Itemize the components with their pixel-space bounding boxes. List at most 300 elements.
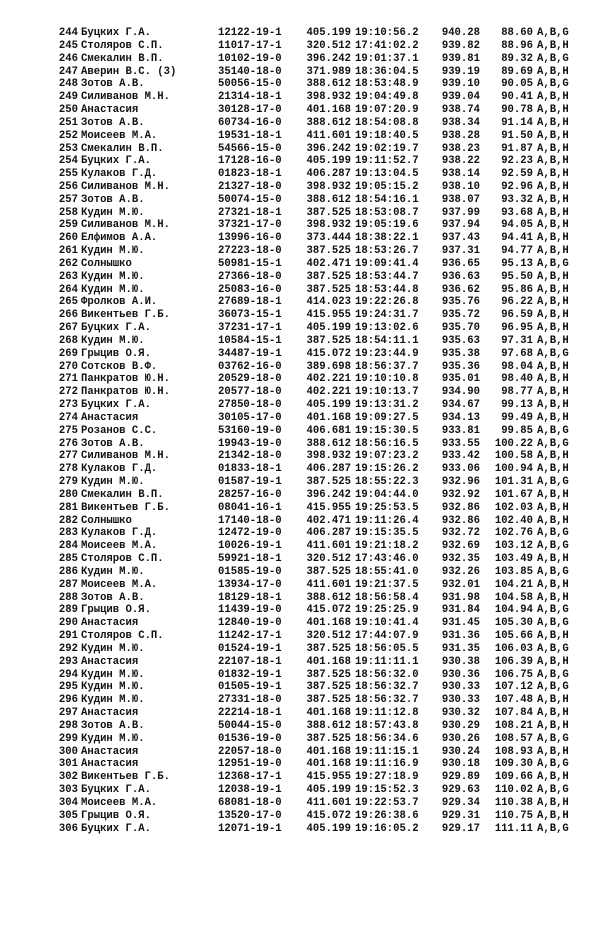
coefficient: 91.87 bbox=[501, 142, 533, 155]
groups: A,B,G bbox=[537, 527, 569, 540]
distance: 387.525 bbox=[306, 283, 351, 296]
place-number: 254 bbox=[58, 155, 78, 168]
coefficient: 103.49 bbox=[494, 553, 533, 565]
distance: 402.471 bbox=[306, 257, 351, 270]
arrival-time: 19:11:15.1 bbox=[355, 745, 419, 758]
ring-number: 21314-18-1 bbox=[218, 91, 282, 104]
distance: 415.072 bbox=[306, 604, 351, 617]
arrival-time: 18:55:41.0 bbox=[355, 565, 419, 578]
groups: A,B,H bbox=[537, 771, 569, 784]
result-row bbox=[0, 681, 600, 693]
speed: 936.65 bbox=[441, 257, 480, 270]
groups: A,B,G bbox=[537, 822, 569, 835]
fancier-name: Панкратов Ю.Н. bbox=[81, 386, 171, 399]
fancier-name: Панкратов Ю.Н. bbox=[81, 373, 171, 386]
distance: 387.525 bbox=[306, 642, 351, 655]
arrival-time: 19:01:37.1 bbox=[355, 52, 419, 65]
arrival-time: 18:56:32.7 bbox=[355, 681, 419, 694]
groups: A,B,G bbox=[537, 476, 569, 489]
groups: A,B,G bbox=[537, 732, 569, 745]
ring-number: 10584-15-1 bbox=[218, 334, 282, 347]
ring-number: 37321-17-0 bbox=[218, 219, 282, 232]
coefficient: 98.04 bbox=[501, 360, 533, 373]
place-number: 283 bbox=[58, 527, 78, 540]
arrival-time: 19:25:53.5 bbox=[355, 501, 419, 514]
groups: A,B,H bbox=[537, 219, 569, 232]
ring-number: 10102-19-0 bbox=[218, 52, 282, 65]
distance: 415.072 bbox=[306, 347, 351, 360]
place-number: 257 bbox=[58, 193, 78, 206]
arrival-time: 19:05:15.2 bbox=[355, 181, 419, 193]
place-number: 295 bbox=[58, 681, 78, 694]
fancier-name: Кудин М.Ю. bbox=[81, 732, 145, 745]
ring-number: 12038-19-1 bbox=[218, 784, 282, 796]
place-number: 284 bbox=[58, 540, 78, 553]
speed: 930.33 bbox=[441, 681, 480, 694]
coefficient: 98.40 bbox=[501, 373, 533, 386]
coefficient: 92.23 bbox=[501, 155, 533, 168]
ring-number: 27689-18-1 bbox=[218, 296, 282, 309]
ring-number: 50044-15-0 bbox=[218, 719, 282, 732]
groups: A,B,H bbox=[537, 104, 569, 116]
place-number: 282 bbox=[58, 514, 78, 527]
arrival-time: 18:56:05.5 bbox=[355, 642, 419, 655]
speed: 938.74 bbox=[441, 104, 480, 116]
fancier-name: Смекалин В.П. bbox=[81, 142, 164, 155]
fancier-name: Сотсков В.Ф. bbox=[81, 360, 158, 373]
distance: 388.612 bbox=[306, 116, 351, 129]
groups: A,B,H bbox=[537, 719, 569, 732]
ring-number: 22057-18-0 bbox=[218, 745, 282, 758]
distance: 387.525 bbox=[306, 565, 351, 578]
coefficient: 89.32 bbox=[501, 52, 533, 65]
distance: 387.525 bbox=[306, 206, 351, 219]
place-number: 297 bbox=[58, 707, 78, 719]
distance: 396.242 bbox=[306, 488, 351, 501]
arrival-time: 19:05:19.6 bbox=[355, 219, 419, 232]
place-number: 251 bbox=[58, 116, 78, 129]
ring-number: 01833-18-1 bbox=[218, 463, 282, 476]
groups: A,B,G bbox=[537, 617, 569, 630]
coefficient: 111.11 bbox=[494, 822, 533, 835]
coefficient: 92.59 bbox=[501, 168, 533, 181]
ring-number: 50056-15-0 bbox=[218, 78, 282, 91]
ring-number: 19943-19-0 bbox=[218, 437, 282, 450]
result-row bbox=[0, 143, 600, 155]
arrival-time: 19:11:11.1 bbox=[355, 655, 419, 668]
result-row bbox=[0, 258, 600, 270]
result-row bbox=[0, 348, 600, 360]
place-number: 285 bbox=[58, 553, 78, 565]
speed: 937.99 bbox=[441, 206, 480, 219]
place-number: 259 bbox=[58, 219, 78, 232]
place-number: 296 bbox=[58, 694, 78, 707]
result-row bbox=[0, 720, 600, 732]
ring-number: 03762-16-0 bbox=[218, 360, 282, 373]
ring-number: 27331-18-0 bbox=[218, 694, 282, 707]
groups: A,B,G bbox=[537, 668, 569, 681]
distance: 398.932 bbox=[306, 181, 351, 193]
coefficient: 110.02 bbox=[494, 784, 533, 796]
place-number: 248 bbox=[58, 78, 78, 91]
fancier-name: Кудин М.Ю. bbox=[81, 476, 145, 489]
distance: 401.168 bbox=[306, 617, 351, 630]
distance: 401.168 bbox=[306, 104, 351, 116]
result-row bbox=[0, 40, 600, 52]
ring-number: 28257-16-0 bbox=[218, 488, 282, 501]
fancier-name: Кудин М.Ю. bbox=[81, 334, 145, 347]
fancier-name: Буцких Г.А. bbox=[81, 155, 151, 168]
result-row bbox=[0, 207, 600, 219]
arrival-time: 19:18:40.5 bbox=[355, 129, 419, 142]
fancier-name: Кудин М.Ю. bbox=[81, 694, 145, 707]
coefficient: 89.69 bbox=[501, 65, 533, 78]
fancier-name: Смекалин В.П. bbox=[81, 488, 164, 501]
arrival-time: 19:16:05.2 bbox=[355, 822, 419, 835]
coefficient: 109.66 bbox=[494, 771, 533, 784]
fancier-name: Зотов А.В. bbox=[81, 78, 145, 91]
ring-number: 01505-19-1 bbox=[218, 681, 282, 694]
distance: 406.287 bbox=[306, 168, 351, 181]
groups: A,B,H bbox=[537, 39, 569, 52]
result-row bbox=[0, 694, 600, 706]
place-number: 253 bbox=[58, 142, 78, 155]
ring-number: 50981-15-1 bbox=[218, 257, 282, 270]
place-number: 270 bbox=[58, 360, 78, 373]
ring-number: 68081-18-0 bbox=[218, 796, 282, 809]
ring-number: 11017-17-1 bbox=[218, 39, 282, 52]
coefficient: 108.93 bbox=[494, 745, 533, 758]
arrival-time: 19:11:52.7 bbox=[355, 155, 419, 168]
speed: 932.01 bbox=[441, 578, 480, 591]
arrival-time: 18:56:34.6 bbox=[355, 732, 419, 745]
distance: 388.612 bbox=[306, 719, 351, 732]
fancier-name: Елфимов А.А. bbox=[81, 232, 158, 245]
place-number: 294 bbox=[58, 668, 78, 681]
fancier-name: Грыцив О.Я. bbox=[81, 604, 151, 617]
result-row bbox=[0, 656, 600, 668]
coefficient: 96.95 bbox=[501, 322, 533, 335]
arrival-time: 19:15:30.5 bbox=[355, 424, 419, 437]
result-row bbox=[0, 463, 600, 475]
distance: 405.199 bbox=[306, 784, 351, 796]
speed: 932.96 bbox=[441, 476, 480, 489]
coefficient: 106.75 bbox=[494, 668, 533, 681]
distance: 415.955 bbox=[306, 309, 351, 322]
distance: 398.932 bbox=[306, 219, 351, 232]
ring-number: 20577-18-0 bbox=[218, 386, 282, 399]
speed: 938.10 bbox=[441, 181, 480, 193]
place-number: 261 bbox=[58, 245, 78, 258]
result-row bbox=[0, 91, 600, 103]
speed: 936.62 bbox=[441, 283, 480, 296]
groups: A,B,H bbox=[537, 591, 569, 604]
result-row bbox=[0, 386, 600, 398]
result-row bbox=[0, 502, 600, 514]
place-number: 262 bbox=[58, 257, 78, 270]
result-row bbox=[0, 322, 600, 334]
place-number: 246 bbox=[58, 52, 78, 65]
result-row bbox=[0, 425, 600, 437]
coefficient: 94.77 bbox=[501, 245, 533, 258]
groups: A,B,H bbox=[537, 745, 569, 758]
arrival-time: 19:10:13.7 bbox=[355, 386, 419, 399]
distance: 415.955 bbox=[306, 501, 351, 514]
speed: 930.38 bbox=[441, 655, 480, 668]
ring-number: 27366-18-0 bbox=[218, 270, 282, 283]
distance: 406.287 bbox=[306, 527, 351, 540]
speed: 932.86 bbox=[441, 501, 480, 514]
coefficient: 100.94 bbox=[494, 463, 533, 476]
speed: 939.82 bbox=[441, 39, 480, 52]
groups: A,B,H bbox=[537, 553, 569, 565]
ring-number: 01832-19-1 bbox=[218, 668, 282, 681]
place-number: 299 bbox=[58, 732, 78, 745]
speed: 932.86 bbox=[441, 514, 480, 527]
groups: A,B,H bbox=[537, 360, 569, 373]
result-row bbox=[0, 746, 600, 758]
place-number: 302 bbox=[58, 771, 78, 784]
result-row bbox=[0, 810, 600, 822]
distance: 398.932 bbox=[306, 91, 351, 104]
speed: 931.45 bbox=[441, 617, 480, 630]
distance: 401.168 bbox=[306, 655, 351, 668]
fancier-name: Моисеев М.А. bbox=[81, 540, 158, 553]
result-row bbox=[0, 758, 600, 770]
distance: 405.199 bbox=[306, 399, 351, 412]
distance: 320.512 bbox=[306, 553, 351, 565]
place-number: 277 bbox=[58, 450, 78, 463]
result-row bbox=[0, 284, 600, 296]
speed: 938.14 bbox=[441, 168, 480, 181]
ring-number: 20529-18-0 bbox=[218, 373, 282, 386]
distance: 401.168 bbox=[306, 411, 351, 424]
speed: 932.69 bbox=[441, 540, 480, 553]
arrival-time: 18:56:16.5 bbox=[355, 437, 419, 450]
arrival-time: 19:04:49.8 bbox=[355, 91, 419, 104]
speed: 930.29 bbox=[441, 719, 480, 732]
place-number: 245 bbox=[58, 39, 78, 52]
place-number: 249 bbox=[58, 91, 78, 104]
speed: 930.32 bbox=[441, 707, 480, 719]
groups: A,B,H bbox=[537, 142, 569, 155]
result-row bbox=[0, 604, 600, 616]
arrival-time: 18:56:32.7 bbox=[355, 694, 419, 707]
speed: 934.67 bbox=[441, 399, 480, 412]
arrival-time: 19:27:18.9 bbox=[355, 771, 419, 784]
result-row bbox=[0, 373, 600, 385]
groups: A,B,H bbox=[537, 116, 569, 129]
arrival-time: 18:53:44.8 bbox=[355, 283, 419, 296]
coefficient: 108.57 bbox=[494, 732, 533, 745]
distance: 396.242 bbox=[306, 142, 351, 155]
distance: 387.525 bbox=[306, 732, 351, 745]
place-number: 286 bbox=[58, 565, 78, 578]
distance: 411.601 bbox=[306, 129, 351, 142]
groups: A,B,H bbox=[537, 399, 569, 412]
fancier-name: Солнышко bbox=[81, 257, 132, 270]
ring-number: 01524-19-1 bbox=[218, 642, 282, 655]
arrival-time: 19:07:23.2 bbox=[355, 450, 419, 463]
distance: 405.199 bbox=[306, 27, 351, 39]
result-row bbox=[0, 27, 600, 39]
place-number: 250 bbox=[58, 104, 78, 116]
distance: 411.601 bbox=[306, 540, 351, 553]
distance: 401.168 bbox=[306, 707, 351, 719]
place-number: 303 bbox=[58, 784, 78, 796]
speed: 929.89 bbox=[441, 771, 480, 784]
coefficient: 103.85 bbox=[494, 565, 533, 578]
coefficient: 100.22 bbox=[494, 437, 533, 450]
arrival-time: 18:54:11.1 bbox=[355, 334, 419, 347]
ring-number: 11439-19-0 bbox=[218, 604, 282, 617]
coefficient: 90.05 bbox=[501, 78, 533, 91]
distance: 388.612 bbox=[306, 437, 351, 450]
arrival-time: 19:13:02.6 bbox=[355, 322, 419, 335]
speed: 930.33 bbox=[441, 694, 480, 707]
arrival-time: 19:26:38.6 bbox=[355, 809, 419, 822]
coefficient: 96.59 bbox=[501, 309, 533, 322]
ring-number: 34487-19-1 bbox=[218, 347, 282, 360]
groups: A,B,H bbox=[537, 206, 569, 219]
coefficient: 94.05 bbox=[501, 219, 533, 232]
ring-number: 18129-18-1 bbox=[218, 591, 282, 604]
arrival-time: 18:53:48.9 bbox=[355, 78, 419, 91]
place-number: 244 bbox=[58, 27, 78, 39]
arrival-time: 19:10:41.4 bbox=[355, 617, 419, 630]
speed: 939.19 bbox=[441, 65, 480, 78]
fancier-name: Анастасия bbox=[81, 707, 139, 719]
speed: 929.34 bbox=[441, 796, 480, 809]
place-number: 276 bbox=[58, 437, 78, 450]
result-row bbox=[0, 181, 600, 193]
fancier-name: Моисеев М.А. bbox=[81, 796, 158, 809]
speed: 931.84 bbox=[441, 604, 480, 617]
arrival-time: 19:07:20.9 bbox=[355, 104, 419, 116]
result-row bbox=[0, 219, 600, 231]
ring-number: 50074-15-0 bbox=[218, 193, 282, 206]
distance: 415.955 bbox=[306, 771, 351, 784]
place-number: 298 bbox=[58, 719, 78, 732]
arrival-time: 18:54:08.8 bbox=[355, 116, 419, 129]
speed: 929.31 bbox=[441, 809, 480, 822]
coefficient: 107.48 bbox=[494, 694, 533, 707]
fancier-name: Столяров С.П. bbox=[81, 553, 164, 565]
groups: A,B,G bbox=[537, 257, 569, 270]
place-number: 305 bbox=[58, 809, 78, 822]
groups: A,B,H bbox=[537, 373, 569, 386]
fancier-name: Кудин М.Ю. bbox=[81, 565, 145, 578]
coefficient: 95.50 bbox=[501, 270, 533, 283]
result-row bbox=[0, 271, 600, 283]
fancier-name: Викентьев Г.Б. bbox=[81, 309, 171, 322]
coefficient: 110.75 bbox=[494, 809, 533, 822]
ring-number: 53160-19-0 bbox=[218, 424, 282, 437]
groups: A,B,H bbox=[537, 155, 569, 168]
result-row bbox=[0, 245, 600, 257]
fancier-name: Грыцив О.Я. bbox=[81, 347, 151, 360]
coefficient: 107.84 bbox=[494, 707, 533, 719]
speed: 931.98 bbox=[441, 591, 480, 604]
fancier-name: Кулаков Г.Д. bbox=[81, 168, 158, 181]
ring-number: 13934-17-0 bbox=[218, 578, 282, 591]
groups: A,B,H bbox=[537, 450, 569, 463]
arrival-time: 18:53:44.7 bbox=[355, 270, 419, 283]
groups: A,B,H bbox=[537, 796, 569, 809]
groups: A,B,H bbox=[537, 514, 569, 527]
ring-number: 60734-16-0 bbox=[218, 116, 282, 129]
result-row bbox=[0, 540, 600, 552]
coefficient: 96.22 bbox=[501, 296, 533, 309]
groups: A,B,H bbox=[537, 65, 569, 78]
place-number: 267 bbox=[58, 322, 78, 335]
ring-number: 17128-16-0 bbox=[218, 155, 282, 168]
arrival-time: 18:56:32.0 bbox=[355, 668, 419, 681]
groups: A,B,G bbox=[537, 437, 569, 450]
distance: 415.072 bbox=[306, 809, 351, 822]
result-row bbox=[0, 53, 600, 65]
ring-number: 01823-18-1 bbox=[218, 168, 282, 181]
result-row bbox=[0, 515, 600, 527]
coefficient: 104.21 bbox=[494, 578, 533, 591]
groups: A,B,G bbox=[537, 424, 569, 437]
distance: 398.932 bbox=[306, 450, 351, 463]
coefficient: 90.41 bbox=[501, 91, 533, 104]
ring-number: 59921-18-1 bbox=[218, 553, 282, 565]
distance: 371.989 bbox=[306, 65, 351, 78]
place-number: 264 bbox=[58, 283, 78, 296]
fancier-name: Кудин М.Ю. bbox=[81, 668, 145, 681]
place-number: 247 bbox=[58, 65, 78, 78]
distance: 388.612 bbox=[306, 78, 351, 91]
groups: A,B,H bbox=[537, 270, 569, 283]
groups: A,B,G bbox=[537, 681, 569, 694]
groups: A,B,H bbox=[537, 193, 569, 206]
fancier-name: Буцких Г.А. bbox=[81, 822, 151, 835]
place-number: 306 bbox=[58, 822, 78, 835]
arrival-time: 18:53:26.7 bbox=[355, 245, 419, 258]
speed: 939.04 bbox=[441, 91, 480, 104]
fancier-name: Силиванов М.Н. bbox=[81, 181, 171, 193]
place-number: 281 bbox=[58, 501, 78, 514]
fancier-name: Зотов А.В. bbox=[81, 116, 145, 129]
groups: A,B,H bbox=[537, 181, 569, 193]
coefficient: 88.96 bbox=[501, 39, 533, 52]
coefficient: 106.39 bbox=[494, 655, 533, 668]
place-number: 300 bbox=[58, 745, 78, 758]
groups: A,B,H bbox=[537, 232, 569, 245]
speed: 932.72 bbox=[441, 527, 480, 540]
arrival-time: 19:04:44.0 bbox=[355, 488, 419, 501]
result-row bbox=[0, 669, 600, 681]
distance: 373.444 bbox=[306, 232, 351, 245]
distance: 320.512 bbox=[306, 630, 351, 642]
result-row bbox=[0, 643, 600, 655]
speed: 939.81 bbox=[441, 52, 480, 65]
ring-number: 27321-18-1 bbox=[218, 206, 282, 219]
groups: A,B,H bbox=[537, 309, 569, 322]
speed: 938.22 bbox=[441, 155, 480, 168]
groups: A,B,H bbox=[537, 488, 569, 501]
place-number: 293 bbox=[58, 655, 78, 668]
groups: A,B,H bbox=[537, 463, 569, 476]
place-number: 292 bbox=[58, 642, 78, 655]
arrival-time: 19:22:26.8 bbox=[355, 296, 419, 309]
place-number: 278 bbox=[58, 463, 78, 476]
distance: 402.221 bbox=[306, 373, 351, 386]
distance: 411.601 bbox=[306, 796, 351, 809]
arrival-time: 18:54:16.1 bbox=[355, 193, 419, 206]
